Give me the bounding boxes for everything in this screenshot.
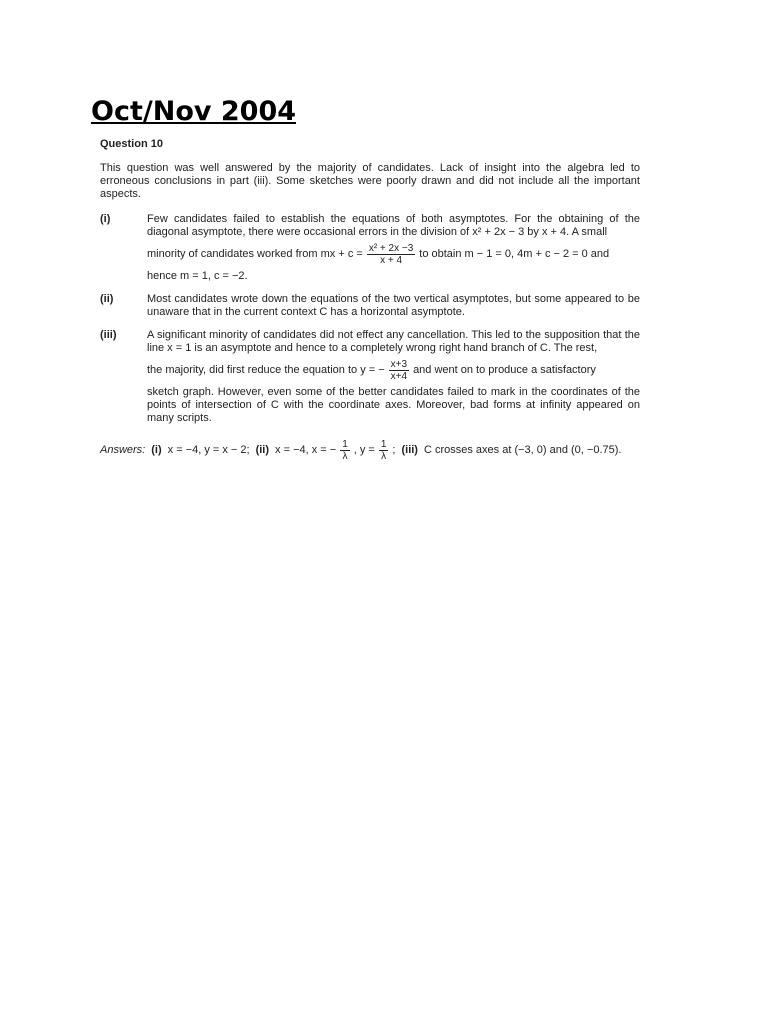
fraction xyxy=(379,439,389,462)
answer-text: x = −4, y = x − 2; xyxy=(167,444,250,456)
part-text: hence m = 1, c = −2. xyxy=(147,270,248,282)
part-body xyxy=(147,213,640,283)
question-title: Question 10 xyxy=(100,138,163,150)
fraction-denominator: x+4 xyxy=(390,371,408,382)
part-label: (i) xyxy=(100,213,111,225)
fraction-denominator: x + 4 xyxy=(380,255,403,266)
answer-part-label: (iii) xyxy=(401,444,418,456)
fraction-numerator: x+3 xyxy=(390,359,408,370)
fraction-denominator: λ xyxy=(342,451,348,462)
part-text: minority of candidates worked from mx + c = xyxy=(147,248,363,260)
answers-line xyxy=(100,439,640,462)
fraction-denominator: λ xyxy=(381,451,387,462)
part-iii xyxy=(100,329,640,425)
math-line xyxy=(147,359,640,382)
part-ii xyxy=(100,293,640,319)
intro-paragraph: This question was well answered by the majority of candidates. Lack of insight into the algebra led to erroneous conclusions in part (iii). Some sketches were poorly drawn and did not include all the important aspects. xyxy=(100,162,640,200)
part-body: Most candidates wrote down the equations of the two vertical asymptotes, but some appeared to be unaware that in the current context C has a horizontal asymptote. xyxy=(147,293,640,318)
part-label: (iii) xyxy=(100,329,117,341)
answers-label: Answers: xyxy=(100,444,146,456)
part-text: to obtain m − 1 = 0, 4m + c − 2 = 0 and xyxy=(419,248,610,260)
part-text: the majority, did first reduce the equation to y = − xyxy=(147,364,385,376)
examiner-report xyxy=(100,138,640,466)
part-text: sketch graph. However, even some of the better candidates failed to mark in the coordinates of the points of intersection of C with the coordinate axes. Moreover, bad forms at infinity appeared on many scripts. xyxy=(147,386,640,424)
answer-text: C crosses axes at (−3, 0) and (0, −0.75). xyxy=(423,444,622,456)
part-i xyxy=(100,213,640,283)
math-line xyxy=(147,243,640,266)
part-text: Few candidates failed to establish the equations of both asymptotes. For the obtaining of the diagonal asymptote, there were occasional errors in the division of x² + 2x − 3 by x + 4. A small xyxy=(147,213,640,238)
part-label: (ii) xyxy=(100,293,114,305)
fraction-numerator: x² + 2x −3 xyxy=(368,243,414,254)
page-title: Oct/Nov 2004 xyxy=(91,96,297,127)
fraction xyxy=(340,439,350,462)
part-text: A significant minority of candidates did not effect any cancellation. This led to the supposition that the line x = 1 is an asymptote and hence to a completely wrong right hand branch of C. The rest, xyxy=(147,329,640,354)
answer-part-label: (i) xyxy=(151,444,162,456)
answer-part-label: (ii) xyxy=(255,444,270,456)
part-text: and went on to produce a satisfactory xyxy=(413,364,596,376)
part-body xyxy=(147,329,640,425)
fraction-numerator: 1 xyxy=(342,439,348,450)
answer-text: , y = xyxy=(353,444,375,456)
fraction xyxy=(367,243,415,266)
answer-text: x = −4, x = − xyxy=(275,444,337,456)
answer-text: ; xyxy=(392,444,396,456)
fraction xyxy=(389,359,409,382)
fraction-numerator: 1 xyxy=(380,439,387,450)
